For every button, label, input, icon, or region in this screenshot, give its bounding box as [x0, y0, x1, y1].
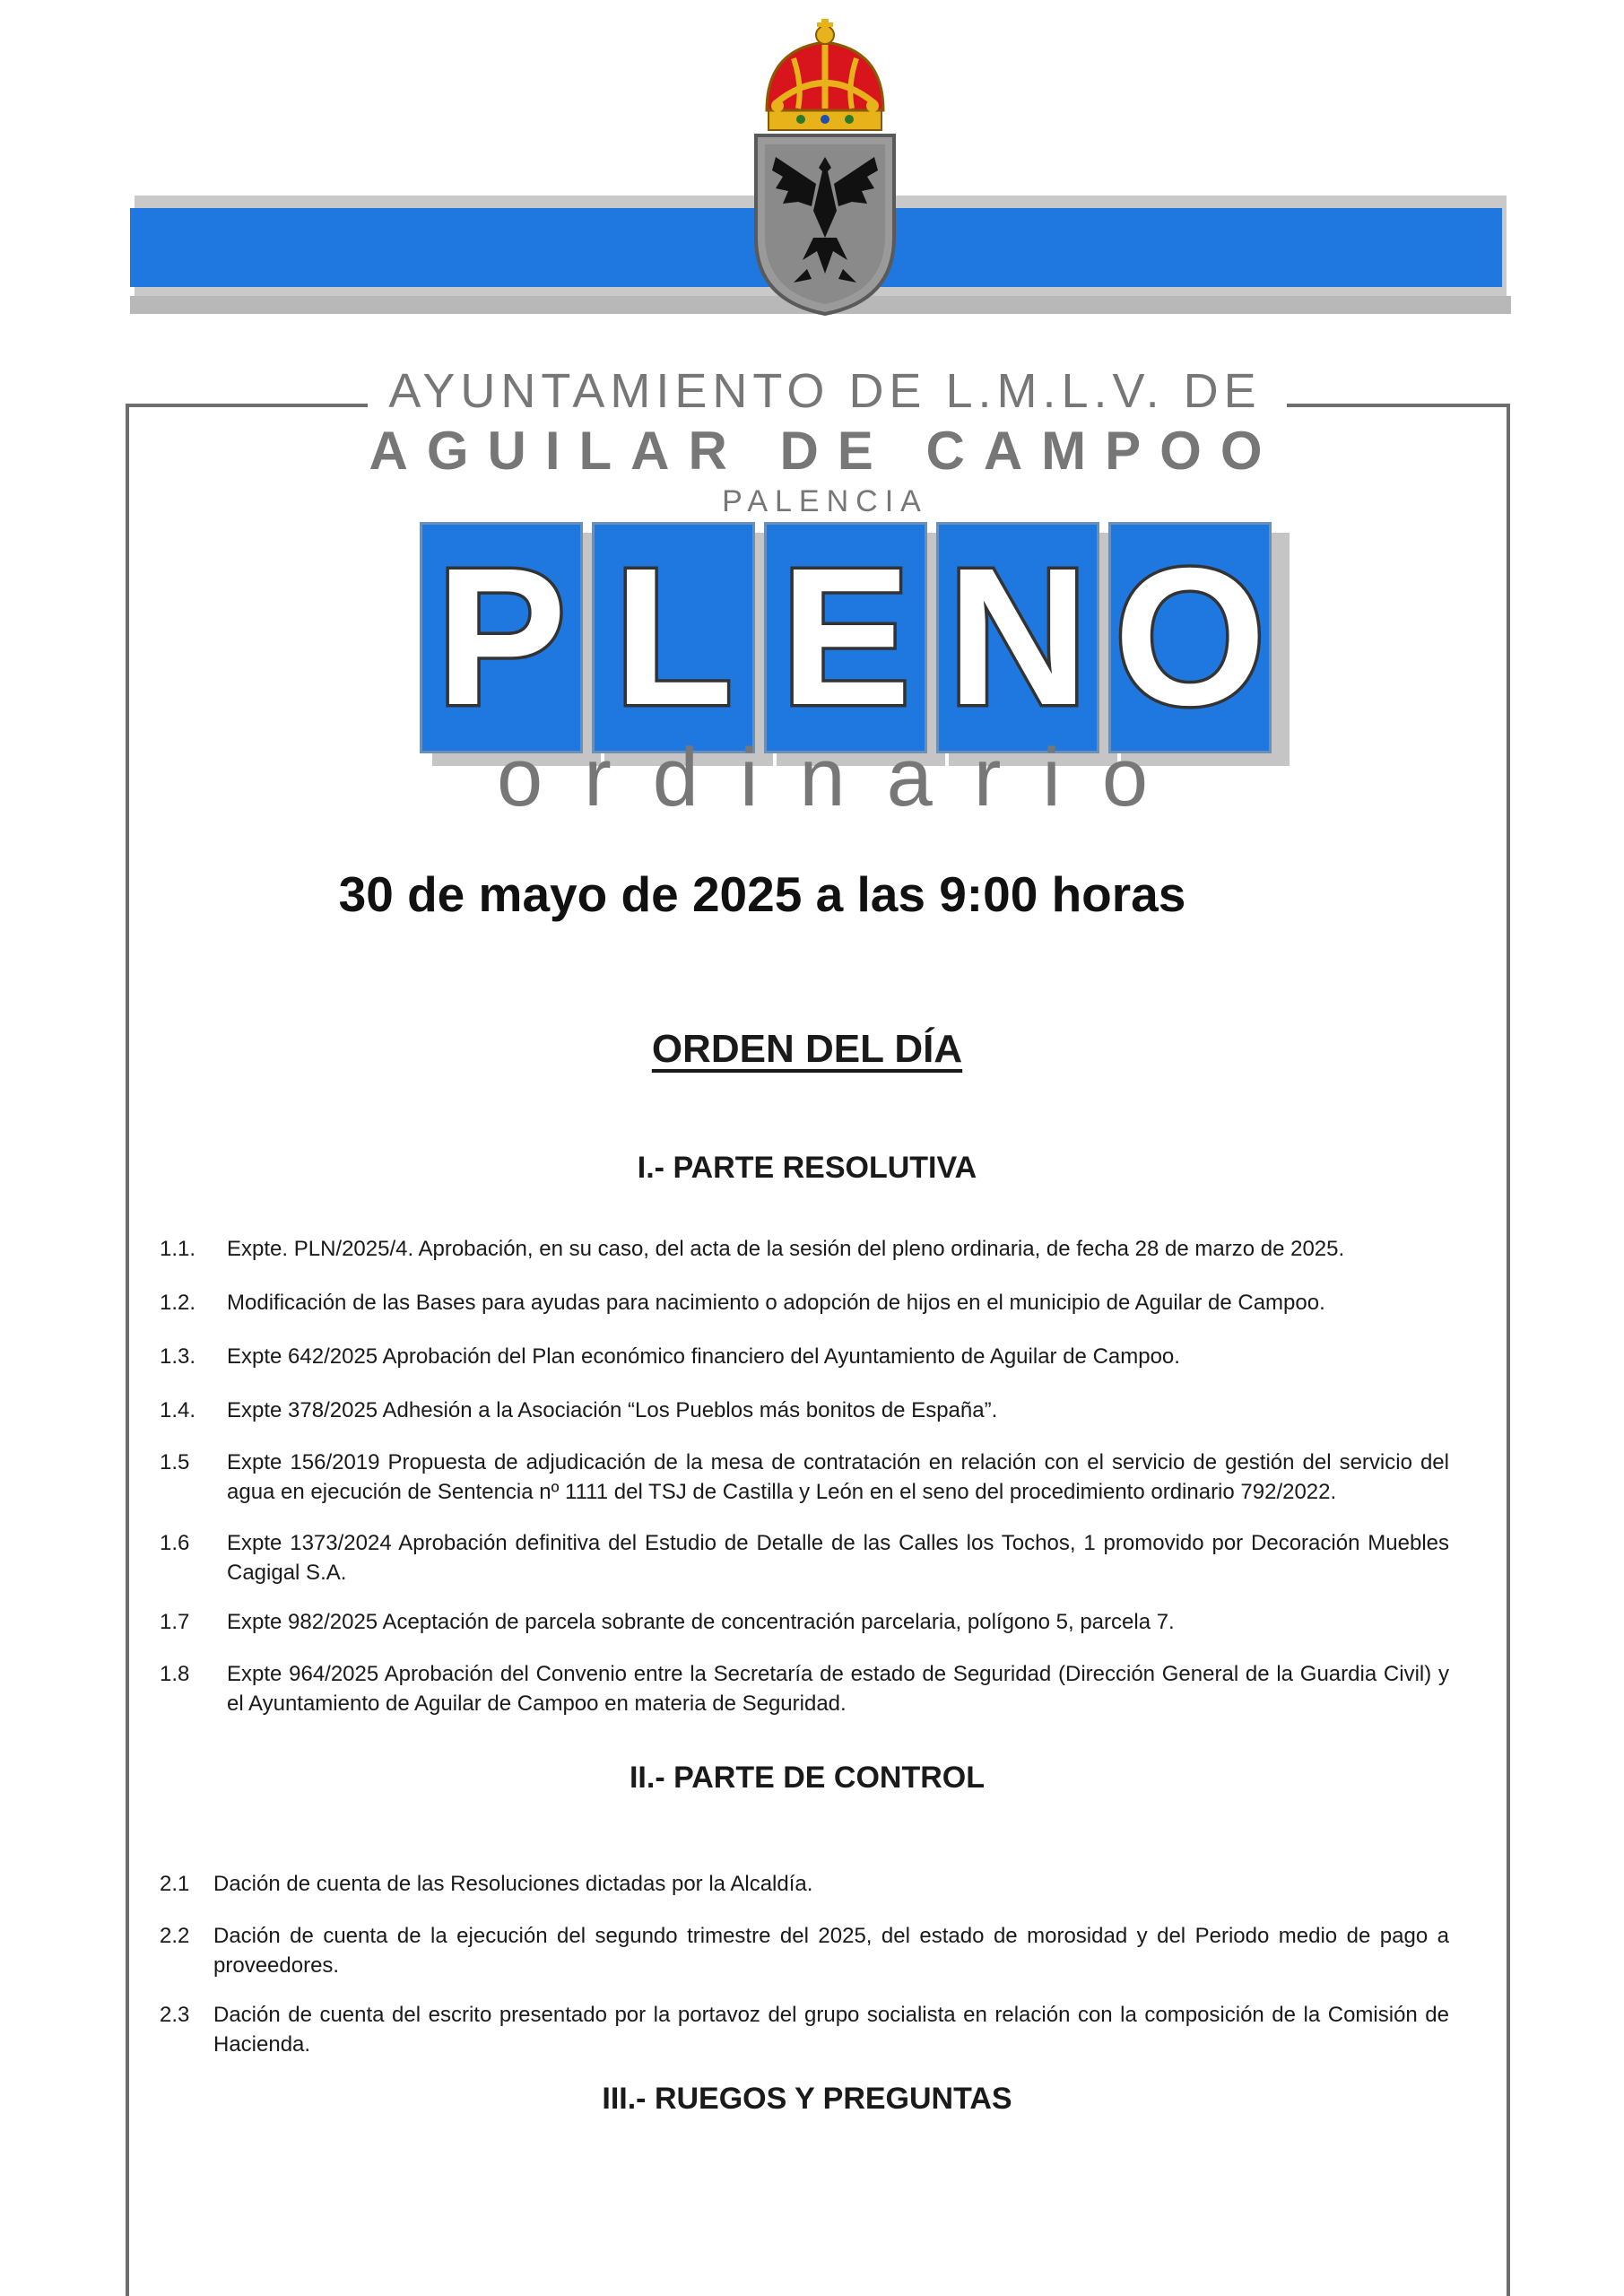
- agenda-item-text: Expte 1373/2024 Aprobación definitiva del Estudio de Detalle de las Calles los Tochos, 1 promovido por Decoración Muebles Cagigal S.A.: [227, 1531, 1449, 1585]
- agenda-item-text: Dación de cuenta de la ejecución del segundo trimestre del 2025, del estado de morosidad y del Periodo medio de pago a proveedores.: [213, 1924, 1449, 1978]
- agenda-item-text: Expte 642/2025 Aprobación del Plan económico financiero del Ayuntamiento de Aguilar de Campoo.: [227, 1344, 1180, 1369]
- meeting-date-time: 30 de mayo de 2025 a las 9:00 horas: [338, 866, 1186, 922]
- section-title-ruegos: III.- RUEGOS Y PREGUNTAS: [602, 2082, 1012, 2116]
- agenda-item-text: Modificación de las Bases para ayudas para nacimiento o adopción de hijos en el municipio de Aguilar de Campoo.: [227, 1291, 1325, 1315]
- institution-line-1: AYUNTAMIENTO DE L.M.L.V. DE: [388, 364, 1262, 418]
- agenda-item-text: Expte 964/2025 Aprobación del Convenio entre la Secretaría de estado de Seguridad (Dirección General de la Guardia Civil) y el Ayuntamiento de Aguilar de Campoo en materia de Seguridad.: [227, 1662, 1449, 1716]
- frame-top-right-border: [1287, 404, 1510, 407]
- agenda-item-number: 2.1: [160, 1872, 190, 1896]
- frame-left-border: [126, 404, 129, 2296]
- agenda-item-text: Expte 982/2025 Aceptación de parcela sobrante de concentración parcelaria, polígono 5, parcela 7.: [227, 1610, 1175, 1634]
- agenda-item-number: 1.1.: [160, 1237, 196, 1261]
- agenda-item-text: Dación de cuenta de las Resoluciones dictadas por la Alcaldía.: [213, 1872, 813, 1896]
- pleno-tile-4: [936, 522, 1105, 762]
- agenda-item: [160, 1528, 1449, 1587]
- agenda-item: [160, 1234, 1449, 1264]
- pleno-tile-2: [592, 522, 760, 762]
- pleno-letter: L: [613, 528, 734, 746]
- agenda-item: [160, 1448, 1449, 1507]
- agenda-item-number: 2.2: [160, 1924, 190, 1948]
- agenda-item: [160, 1288, 1449, 1318]
- pleno-letter: N: [947, 528, 1089, 746]
- agenda-item-text: Expte 378/2025 Adhesión a la Asociación “Los Pueblos más bonitos de España”.: [227, 1398, 998, 1422]
- agenda-item-text: Dación de cuenta del escrito presentado por la portavoz del grupo socialista en relación con la composición de la Comisión de Hacienda.: [213, 2003, 1449, 2057]
- agenda-item-number: 1.5: [160, 1450, 190, 1474]
- agenda-item: [160, 1659, 1449, 1718]
- session-type: ordinario: [497, 732, 1189, 823]
- coat-of-arms-icon: [713, 13, 937, 318]
- agenda-item: [160, 1921, 1449, 1980]
- agenda-item: [160, 1869, 1449, 1899]
- agenda-item-number: 1.2.: [160, 1291, 196, 1315]
- pleno-letter: E: [780, 528, 911, 746]
- frame-right-border: [1507, 404, 1510, 2296]
- agenda-item: [160, 1396, 1449, 1425]
- agenda-item-number: 2.3: [160, 2003, 190, 2027]
- section-title-control: II.- PARTE DE CONTROL: [629, 1761, 986, 1795]
- institution-line-2: AGUILAR DE CAMPOO: [369, 421, 1281, 481]
- agenda-item-number: 1.3.: [160, 1344, 196, 1369]
- agenda-item: [160, 1342, 1449, 1371]
- agenda-item-number: 1.4.: [160, 1398, 196, 1422]
- agenda-item-text: Expte 156/2019 Propuesta de adjudicación de la mesa de contratación en relación con el servicio de gestión del servicio del agua en ejecución de Sentencia nº 1111 del TSJ de Castilla y León en el seno del procedimiento ordinario 792/2022.: [227, 1450, 1449, 1504]
- agenda-item: [160, 2000, 1449, 2059]
- institution-line-3: PALENCIA: [722, 484, 928, 518]
- agenda-item-number: 1.7: [160, 1610, 190, 1634]
- agenda-item-text: Expte. PLN/2025/4. Aprobación, en su caso, del acta de la sesión del pleno ordinaria, de fecha 28 de marzo de 2025.: [227, 1237, 1345, 1261]
- agenda-title: ORDEN DEL DÍA: [651, 1027, 963, 1071]
- pleno-letter: O: [1114, 528, 1266, 746]
- agenda-item-number: 1.6: [160, 1531, 190, 1555]
- agenda-item: [160, 1607, 1449, 1637]
- section-title-resolutiva: I.- PARTE RESOLUTIVA: [637, 1151, 977, 1185]
- pleno-tile-1: [420, 522, 588, 762]
- crown-icon: [767, 19, 883, 130]
- pleno-letter: P: [436, 528, 567, 746]
- pleno-tile-5: [1108, 522, 1277, 762]
- pleno-tile-3: [764, 522, 933, 762]
- agenda-item-number: 1.8: [160, 1662, 190, 1686]
- frame-top-left-border: [126, 404, 368, 407]
